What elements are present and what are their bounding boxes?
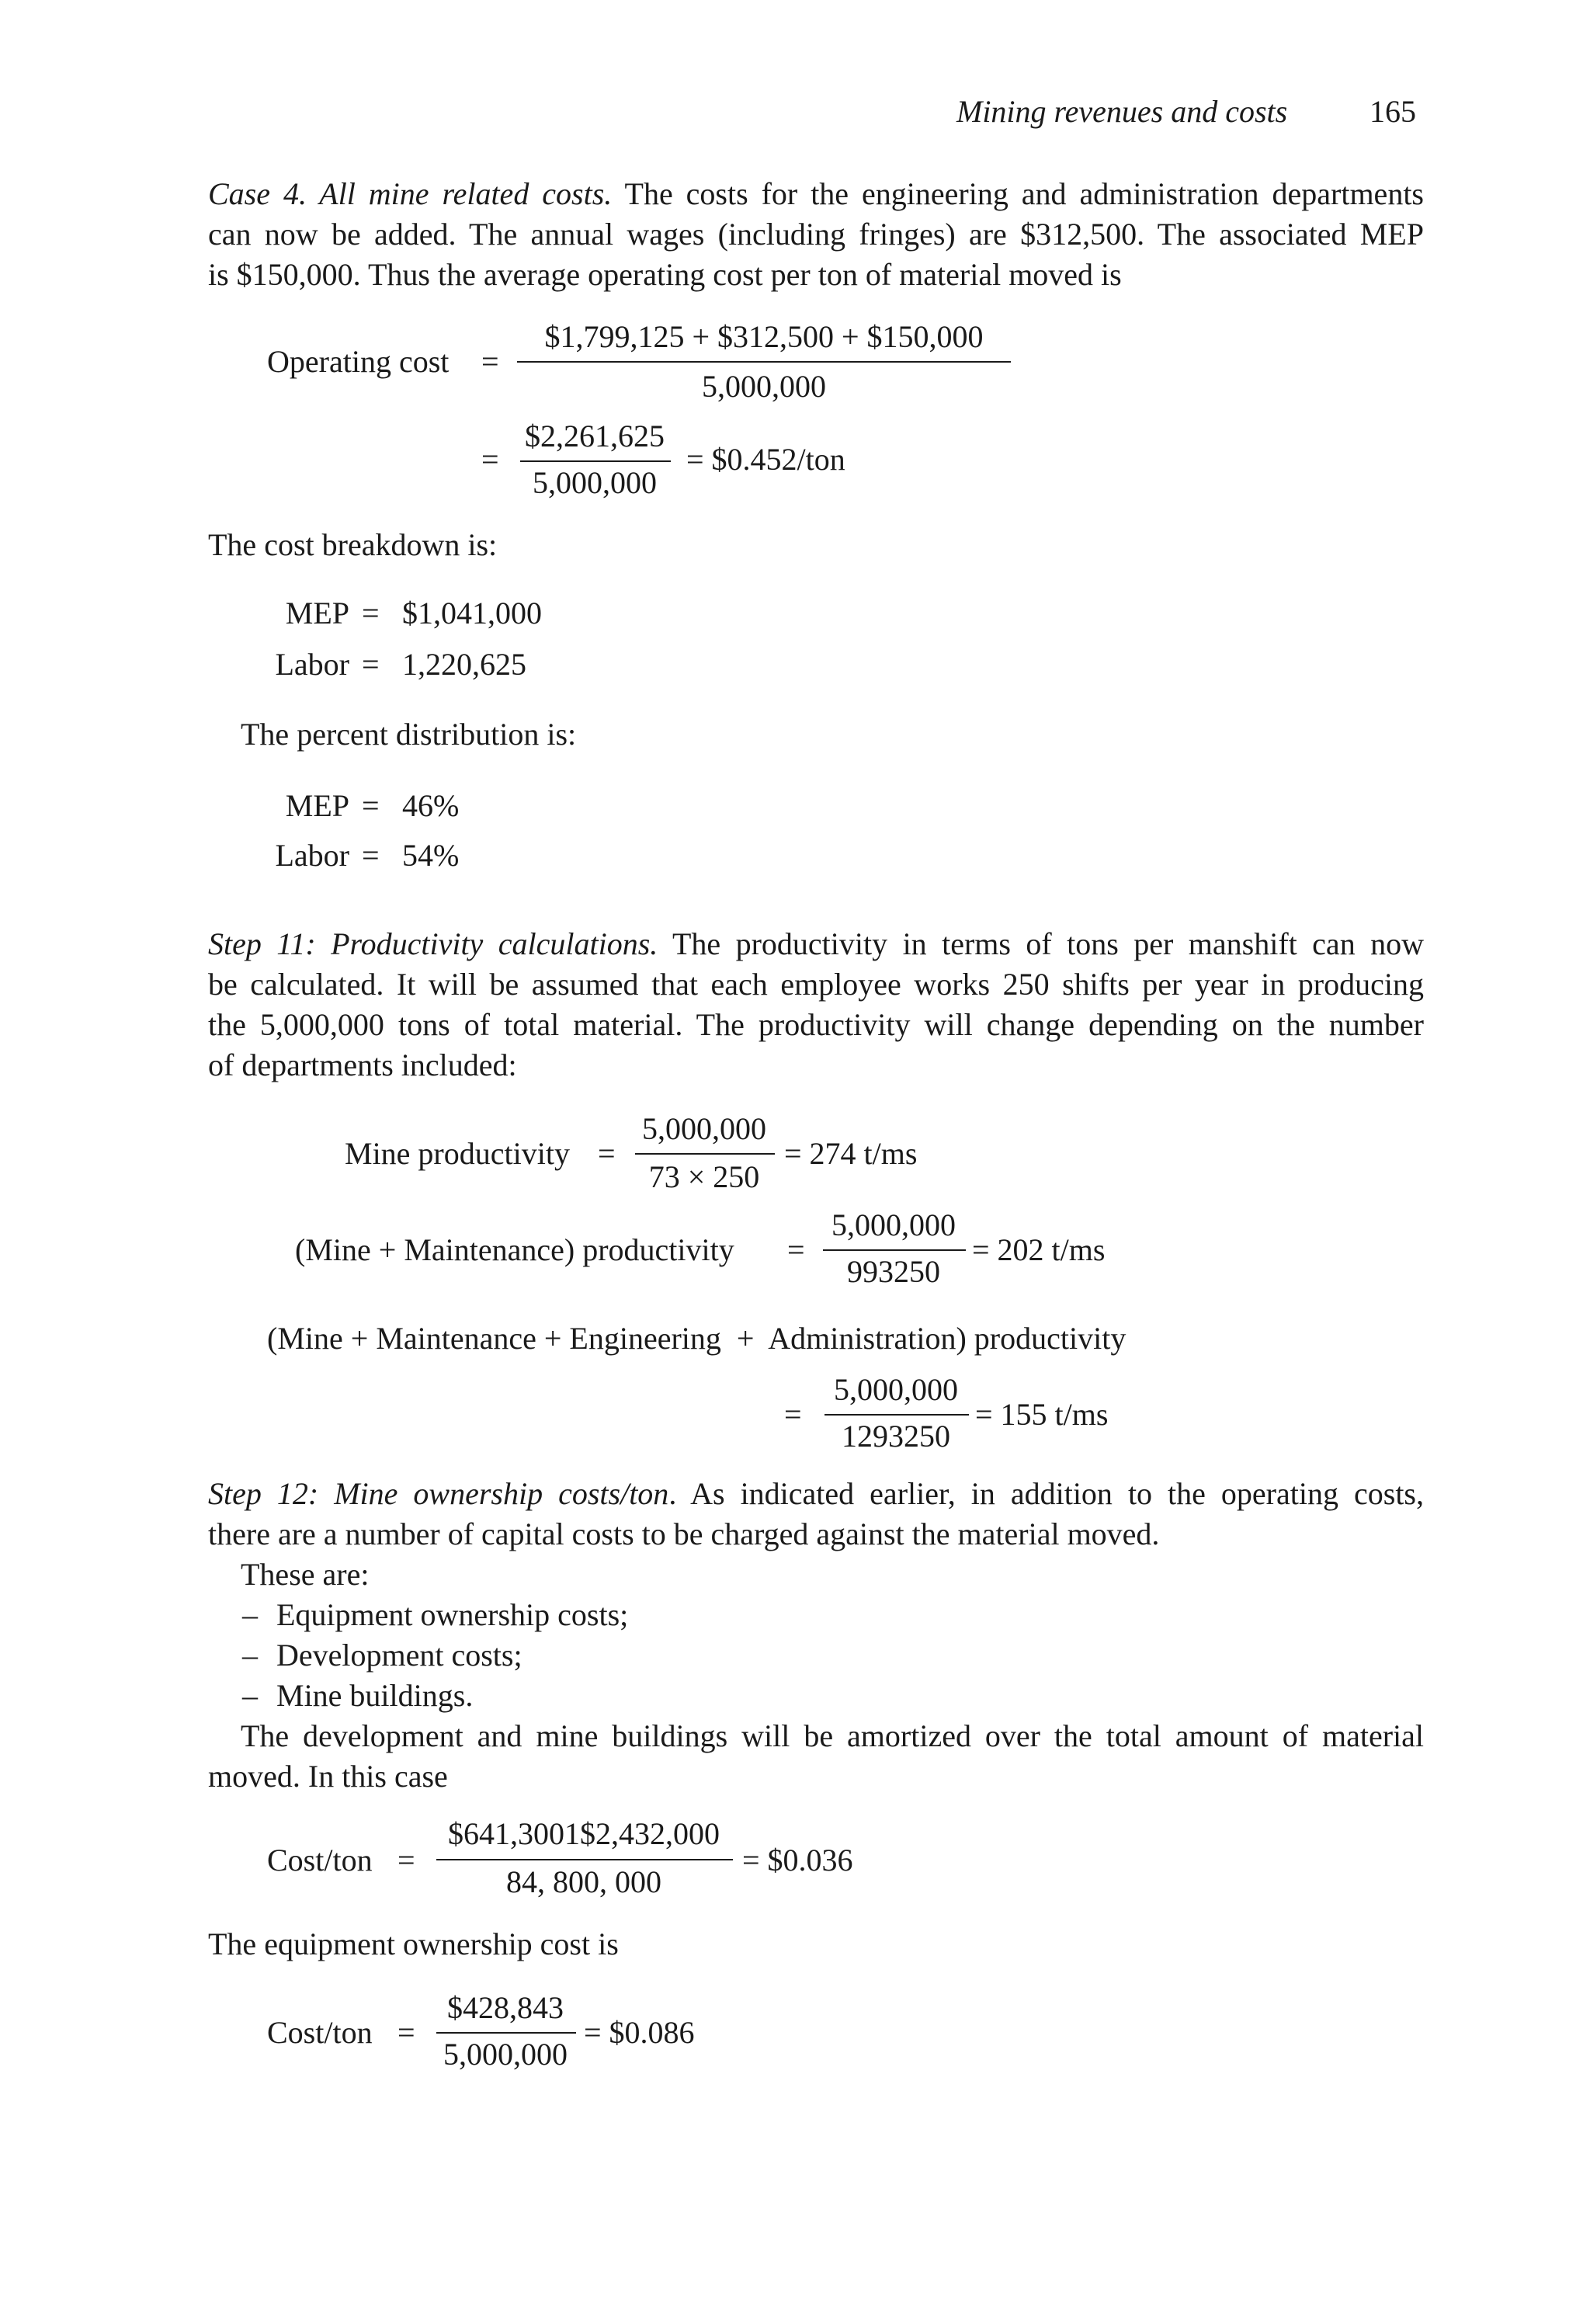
- eq-result: = $0.086: [584, 2015, 695, 2050]
- list-dash: –: [242, 1638, 258, 1673]
- eq-label: Cost/ton: [267, 1843, 373, 1878]
- fraction-bar: [825, 1414, 969, 1416]
- case4-line-1: Case 4. All mine related costs. The costs for the engineering and administration departments: [208, 176, 1424, 211]
- eq-denominator: 5,000,000: [443, 2037, 568, 2072]
- eq-label: Operating cost: [267, 344, 450, 379]
- eq-sign-2: =: [481, 442, 499, 477]
- list-dash: –: [242, 1678, 258, 1713]
- step12-line-1: Step 12: Mine ownership costs/ton. As indicated earlier, in addition to the operating costs,: [208, 1476, 1424, 1511]
- eq-denominator: 84, 800, 000: [506, 1864, 661, 1899]
- fraction-bar: [436, 2032, 576, 2034]
- equipment-intro: The equipment ownership cost is: [208, 1926, 619, 1961]
- eq-sign: =: [398, 1843, 415, 1878]
- list-dash: –: [242, 1597, 258, 1632]
- step11-line-4: of departments included:: [208, 1047, 517, 1082]
- running-title: Mining revenues and costs: [956, 94, 1288, 129]
- eq-sign: =: [398, 2015, 415, 2050]
- dev-line-1: The development and mine buildings will be amortized over the total amount of material: [241, 1718, 1424, 1753]
- eq-label: Cost/ton: [267, 2015, 373, 2050]
- eq-numerator: $428,843: [447, 1990, 564, 2025]
- page-number: 165: [1370, 94, 1416, 129]
- fraction-bar: [517, 361, 1011, 363]
- eq-denominator: 993250: [847, 1254, 940, 1289]
- step11-line-3: the 5,000,000 tons of total material. The productivity will change depending on the number: [208, 1007, 1424, 1042]
- eq-denominator: 73 × 250: [648, 1159, 760, 1194]
- distribution-intro: The percent distribution is:: [241, 717, 577, 752]
- these-are-label: These are:: [241, 1557, 370, 1592]
- eq-label: Mine productivity: [345, 1136, 570, 1171]
- eq-numerator: $641,3001$2,432,000: [448, 1816, 720, 1851]
- eq-denominator-2: 5,000,000: [533, 465, 657, 500]
- fraction-bar: [436, 1859, 733, 1860]
- eq-sign: =: [481, 344, 499, 379]
- fraction-bar: [635, 1153, 775, 1155]
- eq-numerator: 5,000,000: [831, 1207, 956, 1242]
- step12-line-2: there are a number of capital costs to be charged against the material moved.: [208, 1516, 1160, 1551]
- fraction-bar: [520, 460, 671, 462]
- eq-numerator: $1,799,125 + $312,500 + $150,000: [544, 319, 984, 354]
- fraction-bar: [823, 1249, 966, 1251]
- eq-numerator: 5,000,000: [834, 1372, 958, 1407]
- eq-result: = 274 t/ms: [784, 1136, 918, 1171]
- eq-denominator: 5,000,000: [702, 369, 826, 404]
- eq-label: (Mine + Maintenance + Engineering + Administration) productivity: [267, 1321, 1127, 1356]
- eq-denominator: 1293250: [842, 1419, 950, 1454]
- breakdown-intro: The cost breakdown is:: [208, 527, 498, 562]
- case4-line-3: is $150,000. Thus the average operating cost per ton of material moved is: [208, 257, 1122, 292]
- eq-sign: =: [784, 1397, 802, 1432]
- step11-line-1: Step 11: Productivity calculations. The productivity in terms of tons per manshift can now: [208, 926, 1425, 961]
- eq-numerator-2: $2,261,625: [525, 419, 665, 453]
- eq-sign: =: [787, 1232, 805, 1267]
- eq-sign: =: [598, 1136, 616, 1171]
- eq-result: = 202 t/ms: [972, 1232, 1106, 1267]
- eq-result: = 155 t/ms: [975, 1397, 1109, 1432]
- eq-numerator: 5,000,000: [642, 1111, 766, 1146]
- eq-result: = $0.452/ton: [686, 442, 845, 477]
- step11-line-2: be calculated. It will be assumed that each employee works 250 shifts per year in producing: [208, 967, 1424, 1002]
- eq-label: (Mine + Maintenance) productivity: [295, 1232, 734, 1267]
- case4-line-2: can now be added. The annual wages (including fringes) are $312,500. The associated MEP: [208, 217, 1424, 252]
- dev-line-2: moved. In this case: [208, 1759, 448, 1794]
- eq-result: = $0.036: [742, 1843, 853, 1878]
